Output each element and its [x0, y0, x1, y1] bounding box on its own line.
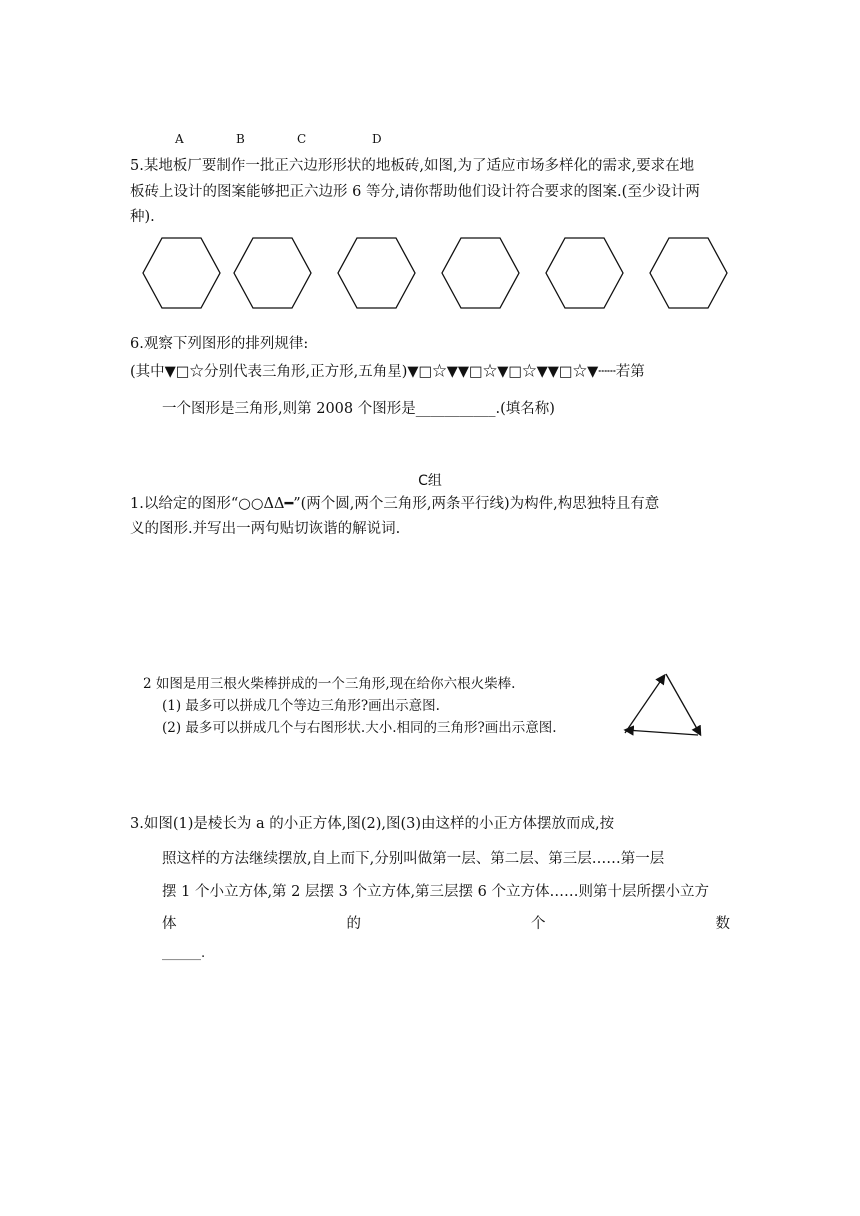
c2-item-1: (1) 最多可以拼成几个等边三角形?画出示意图. — [162, 698, 440, 714]
hexagon-3 — [338, 238, 415, 308]
matchstick-right — [666, 674, 700, 734]
c2-intro: 2 如图是用三根火柴棒拼成的一个三角形,现在给你六根火柴棒. — [143, 676, 516, 692]
c3-line-3: 摆 1 个小立方体,第 2 层摆 3 个立方体,第三层摆 6 个立方体……则第十层所摆小立方 — [162, 884, 709, 900]
c1-line-1: 1.以给定的图形“○○ΔΔ━”(两个圆,两个三角形,两条平行线)为构件,构思独特且有意 — [130, 496, 660, 512]
hexagon-1 — [143, 238, 220, 308]
q5-line-2: 板砖上设计的图案能够把正六边形 6 等分,请你帮助他们设计符合要求的图案.(至少设计两 — [130, 184, 700, 200]
c3-word-4: 数 — [715, 916, 730, 932]
c3-line-1: 3.如图(1)是棱长为 a 的小正方体,图(2),图(3)由这样的小正方体摆放而成,按 — [130, 816, 615, 832]
c3-line-2: 照这样的方法继续摆放,自上而下,分别叫做第一层、第二层、第三层……第一层 — [162, 851, 665, 867]
q6-line-2: (其中▼□☆分别代表三角形,正方形,五角星)▼□☆▼▼□☆▼□☆▼▼□☆▼┄┄若第 — [130, 364, 645, 380]
c3-word-2: 的 — [346, 916, 361, 932]
c1-line-2: 义的图形.并写出一两句贴切诙谐的解说词. — [130, 521, 401, 537]
q6-line-3: 一个图形是三角形,则第 2008 个图形是___________.(填名称) — [162, 401, 555, 417]
c3-line-4 — [162, 912, 730, 933]
c3-answer-blank: ______. — [162, 946, 206, 961]
matchstick-left — [625, 676, 664, 733]
c3-word-1: 体 — [162, 916, 177, 932]
c3-word-3: 个 — [531, 916, 546, 932]
matchstick-triangle-figure — [618, 668, 708, 740]
group-c-title: C组 — [418, 473, 442, 489]
option-d-label: D — [372, 132, 382, 146]
q6-line-1: 6.观察下列图形的排列规律: — [130, 336, 309, 352]
hexagon-4 — [442, 238, 519, 308]
hexagon-row — [0, 236, 860, 311]
hexagon-5 — [546, 238, 623, 308]
option-c-label: C — [297, 132, 307, 146]
matchstick-bottom — [626, 730, 698, 735]
hexagon-6 — [650, 238, 727, 308]
option-b-label: B — [236, 132, 245, 146]
hexagon-2 — [234, 238, 311, 308]
q5-line-1: 5.某地板厂要制作一批正六边形形状的地板砖,如图,为了适应市场多样化的需求,要求在地 — [130, 158, 695, 174]
option-a-label: A — [175, 132, 184, 146]
c2-item-2: (2) 最多可以拼成几个与右图形状.大小.相同的三角形?画出示意图. — [162, 720, 557, 736]
q5-line-3: 种). — [130, 209, 155, 225]
